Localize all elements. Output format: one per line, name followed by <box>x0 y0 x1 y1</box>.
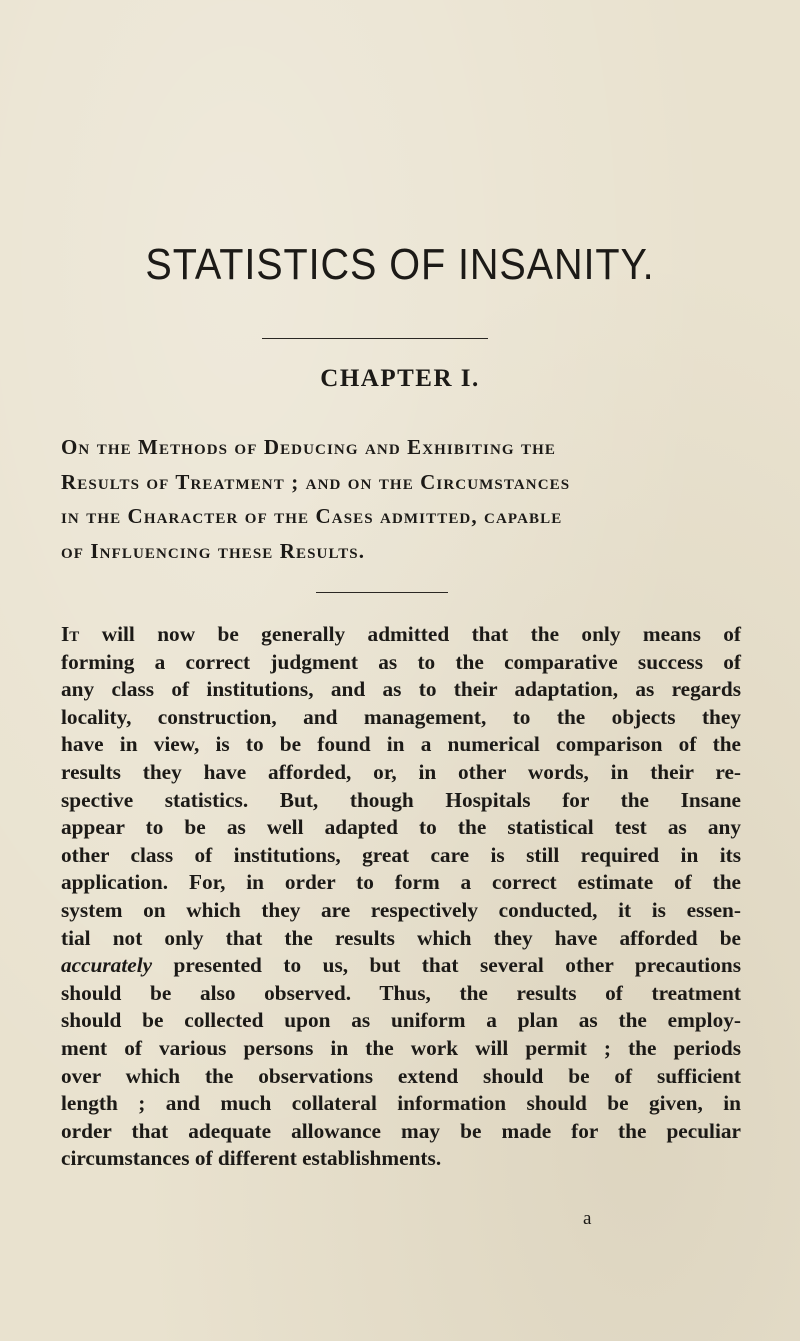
paragraph-line: should be also observed. Thus, the results of treatment <box>61 980 741 1005</box>
subtitle-line: in the Character of the Cases admitted, capable <box>61 504 563 528</box>
body-paragraph <box>61 621 741 1173</box>
paragraph-line: tial not only that the results which they have afforded be <box>61 925 741 950</box>
paragraph-line: results they have afforded, or, in other words, in their re- <box>61 759 741 784</box>
italic-emphasis: accurately <box>61 953 153 978</box>
paragraph-line: over which the observations extend should be of sufficient <box>61 1063 741 1088</box>
paragraph-line <box>61 621 741 649</box>
paragraph-line: any class of institutions, and as to their adaptation, as regards <box>61 677 741 702</box>
paragraph-line: locality, construction, and management, to the objects they <box>61 704 741 729</box>
paragraph-line: forming a correct judgment as to the comparative success of <box>61 649 741 674</box>
page-title: STATISTICS OF INSANITY. <box>145 240 655 289</box>
paragraph-line: ment of various persons in the work will permit ; the periods <box>61 1035 741 1060</box>
paragraph-line: should be collected upon as uniform a plan as the employ- <box>61 1008 741 1033</box>
paragraph-line: spective statistics. But, though Hospitals for the Insane <box>61 787 741 812</box>
paragraph-line <box>61 952 741 980</box>
section-divider <box>316 592 448 593</box>
line-text: will now be generally admitted that the only means of <box>79 622 741 646</box>
chapter-heading: CHAPTER I. <box>320 365 480 392</box>
title-divider <box>262 338 488 339</box>
paragraph-line: have in view, is to be found in a numerical comparison of the <box>61 732 741 757</box>
chapter-subtitle <box>61 430 741 568</box>
paragraph-line: circumstances of different establishments. <box>61 1146 442 1171</box>
paragraph-line: other class of institutions, great care is still required in its <box>61 842 741 867</box>
subtitle-line: On the Methods of Deducing and Exhibiting the <box>61 435 556 459</box>
paragraph-line: application. For, in order to form a correct estimate of the <box>61 870 741 895</box>
subtitle-line: of Influencing these Results. <box>61 538 366 563</box>
line-text: presented to us, but that several other precautions <box>152 953 741 978</box>
paragraph-line: order that adequate allowance may be made for the peculiar <box>61 1118 741 1143</box>
signature-mark: a <box>583 1208 592 1229</box>
subtitle-line: Results of Treatment ; and on the Circumstances <box>61 469 571 494</box>
paragraph-line: system on which they are respectively conducted, it is essen- <box>61 897 741 922</box>
paragraph-line: length ; and much collateral information should be given, in <box>61 1091 741 1116</box>
paragraph-line: appear to be as well adapted to the statistical test as any <box>61 815 741 840</box>
lead-word: It <box>61 622 80 646</box>
